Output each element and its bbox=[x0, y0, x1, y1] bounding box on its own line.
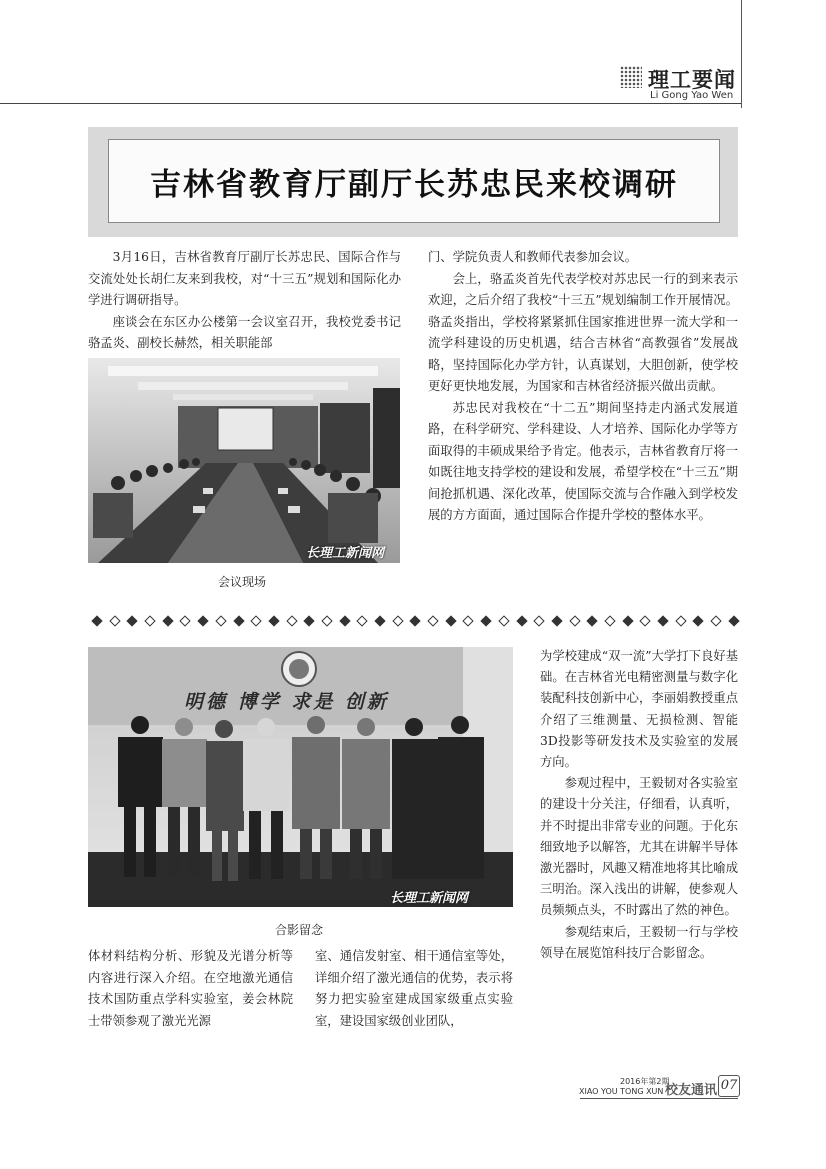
diamond-ornament bbox=[127, 615, 138, 626]
title-box bbox=[108, 139, 720, 223]
diamond-ornament bbox=[251, 615, 262, 626]
diamond-ornament bbox=[392, 615, 403, 626]
article-title: 吉林省教育厅副厅长苏忠民来校调研 bbox=[150, 166, 678, 203]
diamond-ornament bbox=[109, 615, 120, 626]
article-col1 bbox=[88, 247, 401, 355]
diamond-ornament bbox=[144, 615, 155, 626]
diamond-ornament bbox=[516, 615, 527, 626]
paragraph: 座谈会在东区办公楼第一会议室召开，我校党委书记骆孟炎、副校长赫然，相关职能部 bbox=[88, 314, 401, 350]
paragraph: 参观过程中，王毅韧对各实验室的建设十分关注，仔细看，认真听，并不时提出非常专业的问题。于化东细致地予以解答，尤其在讲解半导体激光器时，风趣又精准地将其比喻成三明治。深入浅出的讲解，使参观人员频频点头，不时露出了然的神色。 bbox=[540, 776, 738, 918]
diamond-ornament bbox=[675, 615, 686, 626]
diamond-ornament bbox=[197, 615, 208, 626]
header-rule bbox=[0, 103, 741, 104]
diamond-ornament bbox=[693, 615, 704, 626]
diamond-ornament bbox=[268, 615, 279, 626]
diamond-ornament bbox=[233, 615, 244, 626]
group-photo bbox=[88, 647, 513, 907]
diamond-divider bbox=[93, 614, 738, 628]
diamond-ornament bbox=[534, 615, 545, 626]
header-vertical-rule bbox=[741, 0, 742, 108]
meeting-photo-illustration bbox=[88, 358, 400, 563]
photo-caption: 会议现场 bbox=[218, 575, 267, 589]
publication-name: 校友通讯 bbox=[665, 1083, 718, 1098]
diamond-ornament bbox=[215, 615, 226, 626]
diamond-ornament bbox=[321, 615, 332, 626]
section-title: 理工要闻 bbox=[648, 68, 736, 92]
diamond-ornament bbox=[604, 615, 615, 626]
group-photo-illustration bbox=[88, 647, 513, 907]
photo-watermark: 长理工新闻网 bbox=[390, 891, 469, 906]
diamond-ornament bbox=[463, 615, 474, 626]
diamond-ornament bbox=[480, 615, 491, 626]
article2-right-col bbox=[540, 646, 738, 964]
diamond-ornament bbox=[657, 615, 668, 626]
article2-bottom-left bbox=[88, 946, 293, 1032]
diamond-ornament bbox=[640, 615, 651, 626]
diamond-ornament bbox=[91, 615, 102, 626]
paragraph: 3月16日，吉林省教育厅副厅长苏忠民、国际合作与交流处处长胡仁友来到我校，对“十三五”规划和国际化办学进行调研指导。 bbox=[88, 250, 401, 307]
diamond-ornament bbox=[622, 615, 633, 626]
photo-caption: 合影留念 bbox=[275, 923, 324, 937]
paragraph: 体材料结构分析、形貌及光谱分析等内容进行深入介绍。在空地激光通信技术国防重点学科实验室，姜会林院士带领参观了激光光源 bbox=[88, 949, 293, 1028]
dotted-square-icon bbox=[620, 66, 642, 88]
diamond-ornament bbox=[427, 615, 438, 626]
wall-motto: 明德 博学 求是 创新 bbox=[184, 691, 389, 713]
diamond-ornament bbox=[357, 615, 368, 626]
diamond-ornament bbox=[587, 615, 598, 626]
footer-rule bbox=[580, 1098, 738, 1099]
diamond-ornament bbox=[304, 615, 315, 626]
diamond-ornament bbox=[445, 615, 456, 626]
diamond-ornament bbox=[286, 615, 297, 626]
article-col2 bbox=[428, 247, 738, 527]
paragraph: 室、通信发射室、相干通信室等处，详细介绍了激光通信的优势，表示将努力把实验室建成国家级重点实验室，建设国家级创业团队， bbox=[315, 949, 513, 1028]
paragraph: 苏忠民对我校在“十二五”期间坚持走内涵式发展道路，在科学研究、学科建设、人才培养、国际化办学等方面取得的丰硕成果给予肯定。他表示，吉林省教育厅将一如既往地支持学校的建设和发展，希望学校在“十三五”期间抢抓机遇、深化改革，使国际交流与合作融入到学校发展的方方面面，通过国际合作提升学校的整体水平。 bbox=[428, 400, 738, 522]
article2-bottom-mid bbox=[315, 946, 513, 1032]
diamond-ornament bbox=[569, 615, 580, 626]
diamond-ornament bbox=[410, 615, 421, 626]
diamond-ornament bbox=[551, 615, 562, 626]
section-title-pinyin: Li Gong Yao Wen bbox=[650, 90, 734, 101]
diamond-ornament bbox=[374, 615, 385, 626]
photo-watermark: 长理工新闻网 bbox=[306, 546, 385, 561]
page-number: 07 bbox=[718, 1075, 740, 1097]
diamond-ornament bbox=[498, 615, 509, 626]
paragraph: 会上，骆孟炎首先代表学校对苏忠民一行的到来表示欢迎，之后介绍了我校“十三五”规划编制工作开展情况。骆孟炎指出，学校将紧紧抓住国家推进世界一流大学和一流学科建设的历史机遇，结合吉林省“高教强省”发展战略，坚持国际化办学方针，认真谋划，大胆创新，使学校更好更快地发展，为国家和吉林省经济振兴做出贡献。 bbox=[428, 271, 738, 393]
paragraph: 参观结束后，王毅韧一行与学校领导在展览馆科技厅合影留念。 bbox=[540, 924, 738, 960]
diamond-ornament bbox=[710, 615, 721, 626]
diamond-ornament bbox=[339, 615, 350, 626]
issue-number: 2016年第2期 bbox=[620, 1077, 670, 1086]
paragraph: 为学校建成“双一流”大学打下良好基础。在吉林省光电精密测量与数字化装配科技创新中心，李丽娟教授重点介绍了三维测量、无损检测、智能3D投影等研发技术及实验室的发展方向。 bbox=[540, 649, 738, 770]
diamond-ornament bbox=[180, 615, 191, 626]
meeting-photo bbox=[88, 358, 400, 563]
paragraph: 门、学院负责人和教师代表参加会议。 bbox=[428, 250, 638, 264]
publication-name-en: XIAO YOU TONG XUN bbox=[579, 1087, 664, 1096]
diamond-ornament bbox=[728, 615, 739, 626]
diamond-ornament bbox=[162, 615, 173, 626]
